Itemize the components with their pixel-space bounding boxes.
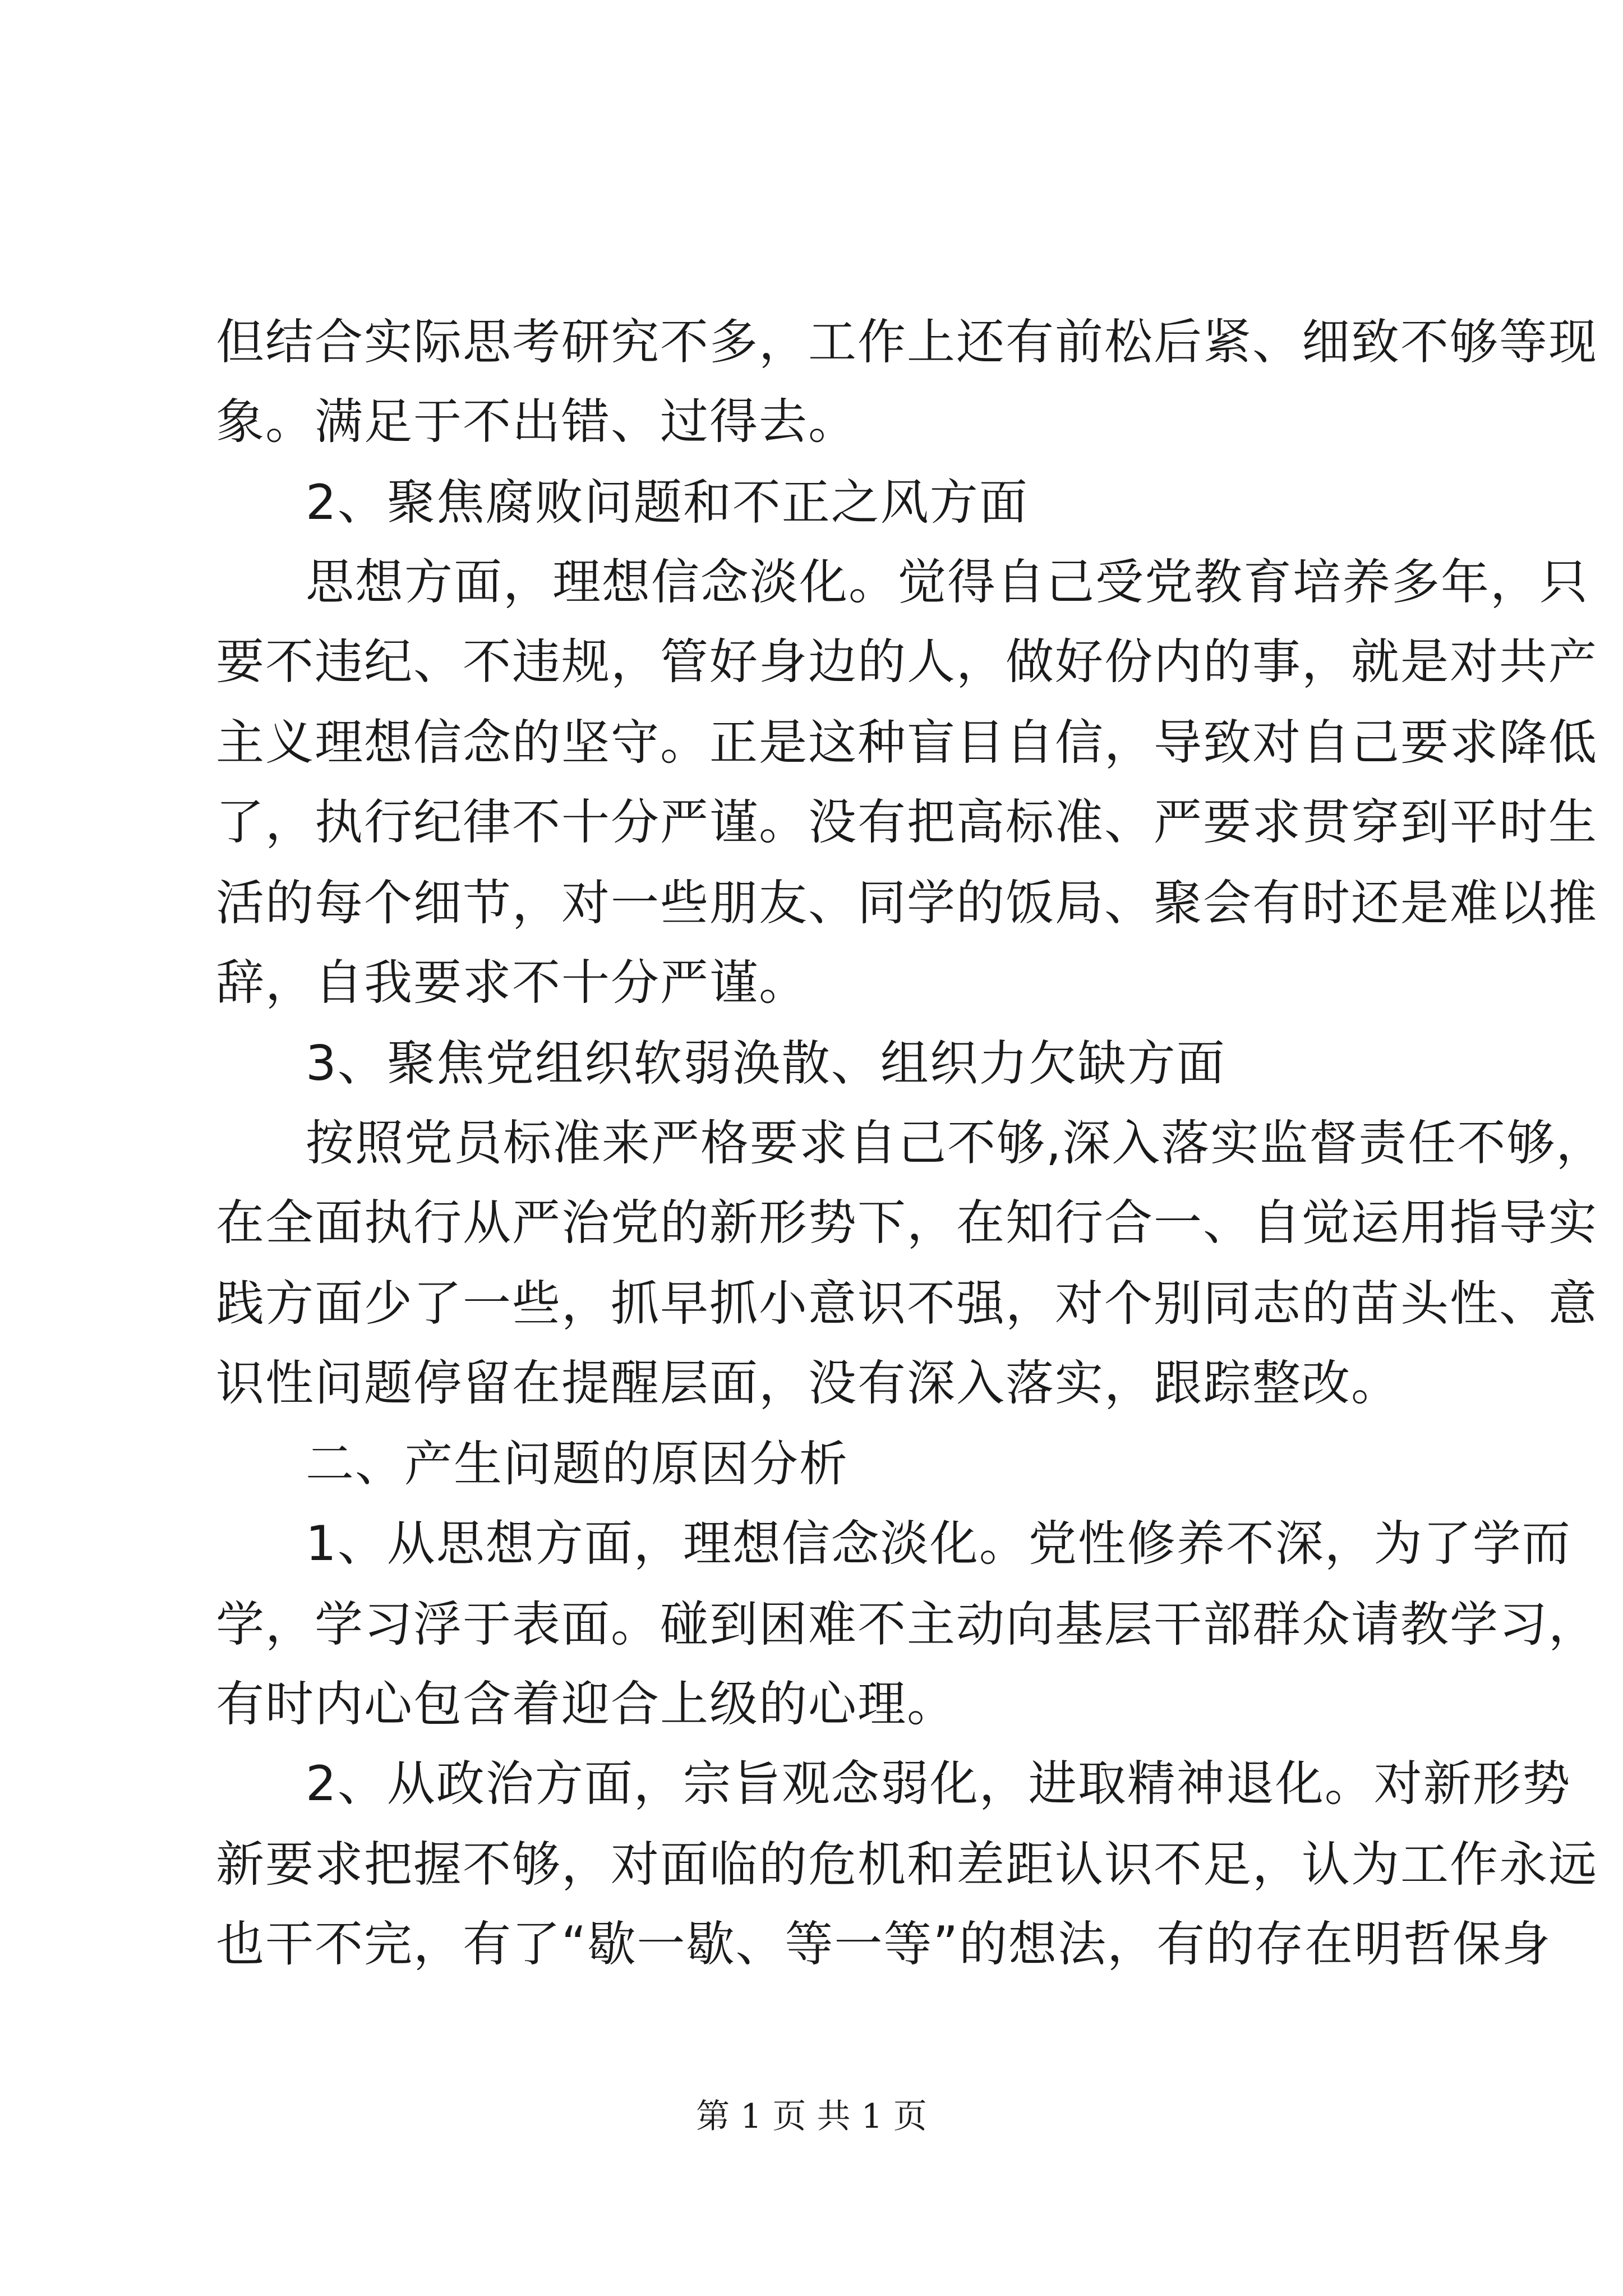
body-line: 要不违纪、不违规，管好身边的人，做好份内的事，就是对共产 — [216, 634, 1598, 690]
body-line: 活的每个细节，对一些朋友、同学的饭局、聚会有时还是难以推 — [216, 875, 1598, 931]
body-line: 也干不完，有了“歇一歇、等一等”的想法，有的存在明哲保身 — [216, 1916, 1552, 1972]
body-line: 1、从思想方面，理想信念淡化。党性修养不深，为了学而 — [306, 1516, 1571, 1572]
body-line: 但结合实际思考研究不多，工作上还有前松后紧、细致不够等现 — [216, 314, 1598, 370]
body-line: 学，学习浮于表面。碰到困难不主动向基层干部群众请教学习， — [216, 1596, 1598, 1653]
section-heading: 2、聚焦腐败问题和不正之风方面 — [306, 475, 1029, 531]
body-line: 在全面执行从严治党的新形势下，在知行合一、自觉运用指导实 — [216, 1195, 1598, 1251]
page-footer: 第 1 页 共 1 页 — [696, 2097, 927, 2136]
body-line: 了，执行纪律不十分严谨。没有把高标准、严要求贯穿到平时生 — [216, 794, 1598, 850]
section-heading: 二、产生问题的原因分析 — [306, 1436, 849, 1492]
body-line: 践方面少了一些，抓早抓小意识不强，对个别同志的苗头性、意 — [216, 1276, 1598, 1332]
body-line: 辞，自我要求不十分严谨。 — [216, 955, 808, 1011]
body-line: 识性问题停留在提醒层面，没有深入落实，跟踪整改。 — [216, 1355, 1400, 1411]
body-line: 按照党员标准来严格要求自己不够,深入落实监督责任不够， — [306, 1115, 1606, 1171]
body-line: 思想方面，理想信念淡化。觉得自己受党教育培养多年，只 — [306, 554, 1589, 610]
body-line: 2、从政治方面，宗旨观念弱化，进取精神退化。对新形势 — [306, 1756, 1571, 1812]
body-line: 有时内心包含着迎合上级的心理。 — [216, 1676, 956, 1732]
body-line: 新要求把握不够，对面临的危机和差距认识不足，认为工作永远 — [216, 1837, 1598, 1893]
body-line: 象。满足于不出错、过得去。 — [216, 394, 857, 450]
section-heading: 3、聚焦党组织软弱涣散、组织力欠缺方面 — [306, 1036, 1226, 1092]
body-line: 主义理想信念的坚守。正是这种盲目自信，导致对自己要求降低 — [216, 715, 1598, 771]
